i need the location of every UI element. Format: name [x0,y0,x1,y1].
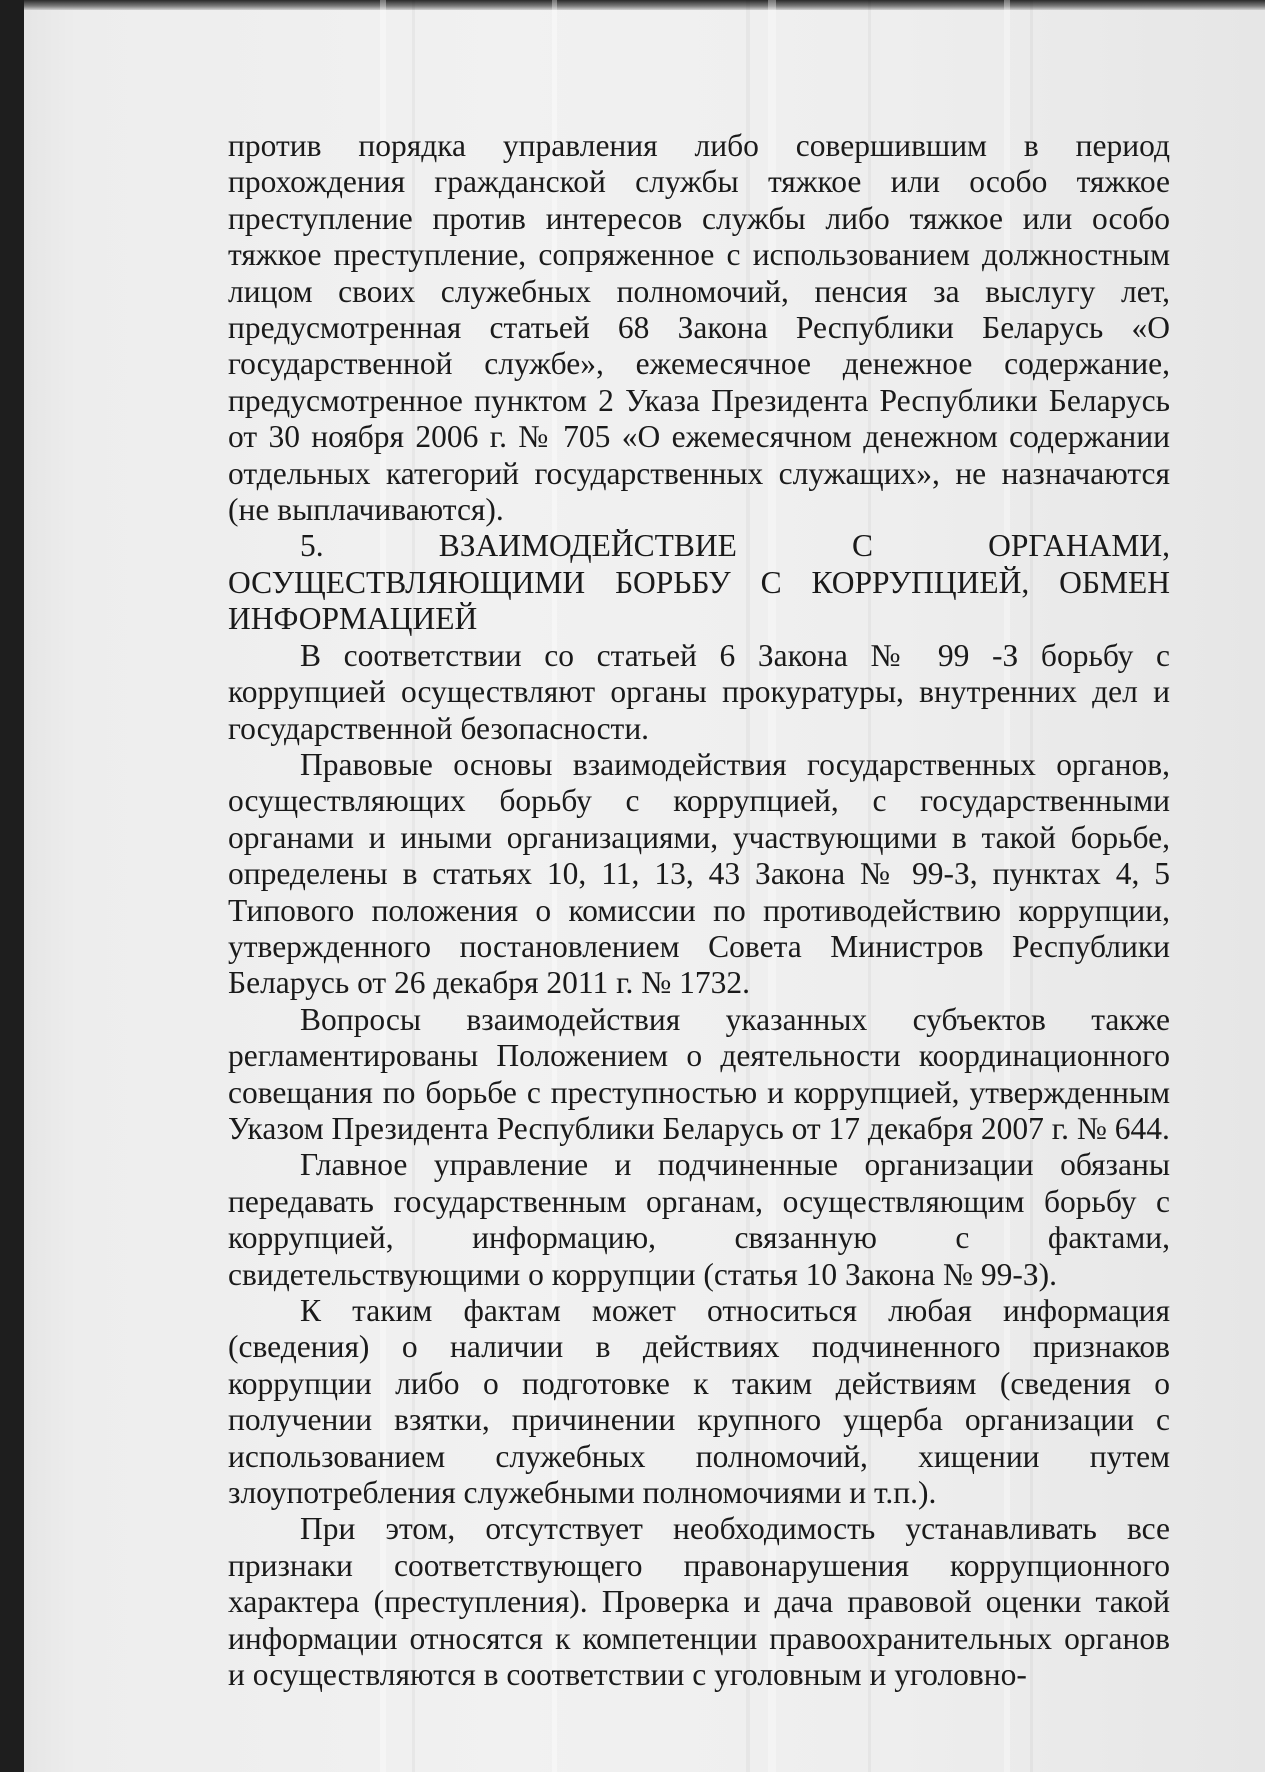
scan-top-border [24,0,1265,10]
section-heading: 5. ВЗАИМОДЕЙСТВИЕ С ОРГАНАМИ, ОСУЩЕСТВЛЯЮЩИМИ БОРЬБУ С КОРРУПЦИЕЙ, ОБМЕН ИНФОРМАЦИЕЙ [228,528,1170,637]
scan-left-border [0,0,24,1772]
paragraph: При этом, отсутствует необходимость устанавливать все признаки соответствующего правонарушения коррупционного характера (преступления). Проверка и дача правовой оценки такой информации относятся к компетенции правоохранительных органов и осуществляются в соответствии с уголовным и уголовно- [228,1511,1170,1693]
paragraph: Главное управление и подчиненные организации обязаны передавать государственным органам, осуществляющим борьбу с коррупцией, информацию, связанную с фактами, свидетельствующими о коррупции (статья 10 Закона № 99-З). [228,1147,1170,1292]
document-text [228,128,1170,1693]
paragraph: К таким фактам может относиться любая информация (сведения) о наличии в действиях подчиненного признаков коррупции либо о подготовке к таким действиям (сведения о получении взятки, причинении крупного ущерба организации с использованием служебных полномочий, хищении путем злоупотребления служебными полномочиями и т.п.). [228,1293,1170,1511]
paragraph-continuation: против порядка управления либо совершившим в период прохождения гражданской службы тяжкое или особо тяжкое преступление против интересов службы либо тяжкое или особо тяжкое преступление, сопряженное с использованием должностным лицом своих служебных полномочий, пенсия за выслугу лет, предусмотренная статьей 68 Закона Республики Беларусь «О государственной службе», ежемесячное денежное содержание, предусмотренное пунктом 2 Указа Президента Республики Беларусь от 30 ноября 2006 г. № 705 «О ежемесячном денежном содержании отдельных категорий государственных служащих», не назначаются (не выплачиваются). [228,128,1170,528]
paragraph: В соответствии со статьей 6 Закона № 99 -З борьбу с коррупцией осуществляют органы прокуратуры, внутренних дел и государственной безопасности. [228,637,1170,746]
paragraph: Вопросы взаимодействия указанных субъектов также регламентированы Положением о деятельности координационного совещания по борьбе с преступностью и коррупцией, утвержденным Указом Президента Республики Беларусь от 17 декабря 2007 г. № 644. [228,1001,1170,1146]
paragraph: Правовые основы взаимодействия государственных органов, осуществляющих борьбу с коррупцией, с государственными органами и иными организациями, участвующими в такой борьбе, определены в статьях 10, 11, 13, 43 Закона № 99-З, пунктах 4, 5 Типового положения о комиссии по противодействию коррупции, утвержденного постановлением Совета Министров Республики Беларусь от 26 декабря 2011 г. № 1732. [228,746,1170,1001]
